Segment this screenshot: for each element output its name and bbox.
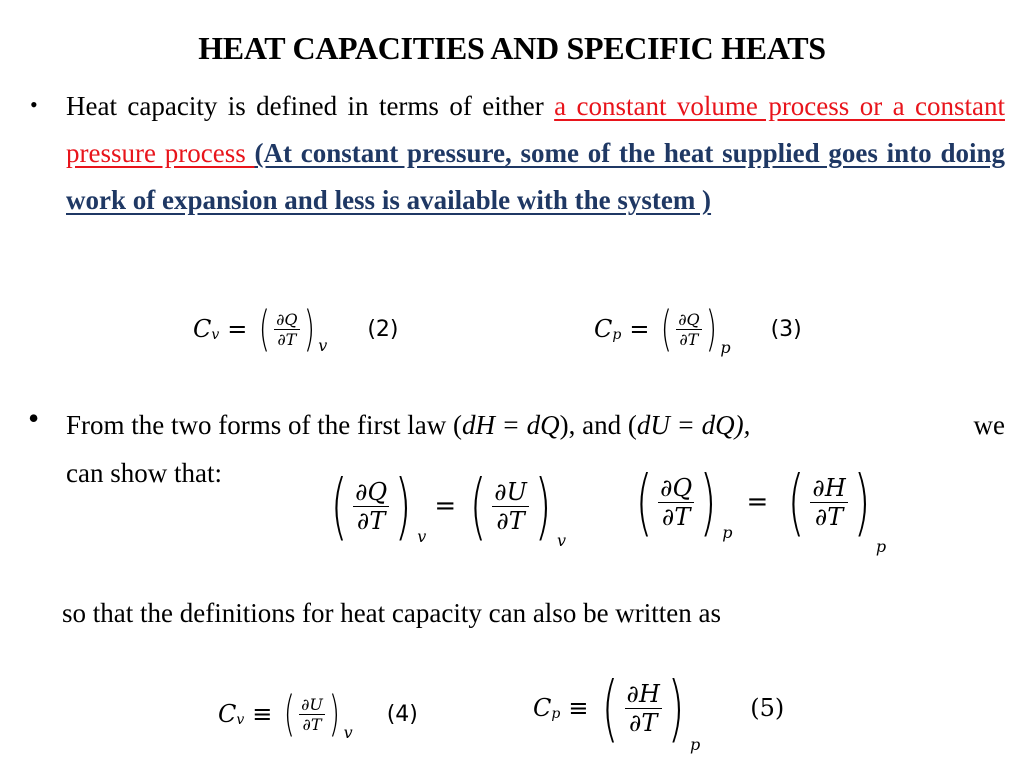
sub: p (875, 536, 887, 556)
denominator: ∂T (629, 708, 658, 737)
eq-sub: p (720, 337, 731, 357)
text: ), and ( (559, 410, 637, 440)
eq-operator: = (434, 491, 457, 521)
left-paren: ( (469, 464, 487, 548)
left-paren: ( (259, 301, 271, 357)
eq-sub: v (318, 335, 328, 355)
fraction (810, 474, 847, 531)
bullet-marker: • (28, 400, 40, 436)
numerator: ∂Q (660, 473, 693, 502)
equation-number: (5) (750, 694, 785, 722)
relation-constant-pressure (630, 460, 887, 556)
eq-lhs: C (193, 315, 212, 343)
eq-lhs-sub: p (551, 706, 561, 722)
denominator: ∂T (661, 502, 691, 531)
eq-operator: = (746, 487, 769, 517)
equation-number: (4) (386, 701, 418, 727)
right-paren: ) (699, 460, 717, 544)
left-paren: ( (661, 301, 673, 357)
denominator: ∂T (277, 329, 297, 349)
numerator: ∂H (812, 473, 846, 502)
fraction (353, 478, 389, 535)
sub: v (417, 526, 427, 546)
eq-operator: = (629, 315, 650, 343)
bullet-marker: • (30, 92, 38, 117)
denominator: ∂T (356, 506, 386, 535)
right-paren: ) (534, 464, 552, 548)
denominator: ∂T (302, 714, 322, 734)
relation-constant-volume (325, 464, 566, 550)
equation-5 (533, 666, 785, 754)
text: we (973, 410, 1005, 440)
left-paren: ( (602, 666, 619, 750)
denominator: ∂T (496, 506, 525, 535)
equation-4 (218, 686, 418, 742)
eq-sub: v (343, 722, 353, 742)
denominator: ∂T (679, 329, 699, 349)
eq-operator: ≡ (568, 694, 589, 722)
left-paren: ( (284, 686, 296, 742)
eq-operator: = (227, 315, 248, 343)
right-paren: ) (853, 460, 871, 544)
fraction (625, 680, 662, 737)
eq-lhs-sub: v (236, 712, 245, 728)
left-paren: ( (787, 460, 805, 544)
right-paren: ) (328, 686, 340, 742)
equation-number: (2) (367, 316, 399, 342)
numerator: ∂U (494, 477, 527, 506)
equation-number: (3) (770, 316, 802, 342)
fraction (658, 474, 694, 531)
slide-title: HEAT CAPACITIES AND SPECIFIC HEATS (198, 30, 826, 66)
constant-pressure-note: (At constant pressure, some of the heat supplied goes into doing work of expansion and less is available with the system ) (66, 138, 1005, 215)
right-paren: ) (705, 301, 717, 357)
fraction (492, 478, 529, 535)
enthalpy-law: dH = dQ (461, 410, 560, 440)
sub: v (556, 530, 566, 550)
eq-lhs: C (533, 694, 552, 722)
eq-sub: p (689, 734, 701, 754)
can-show-that: can show that: (66, 458, 222, 488)
denominator: ∂T (814, 502, 844, 531)
so-that-text: so that the definitions for heat capacity can also be written as (62, 598, 722, 628)
fraction (299, 695, 325, 734)
eq-lhs-sub: p (612, 327, 622, 343)
right-paren: ) (303, 301, 315, 357)
numerator: ∂Q (276, 309, 298, 329)
eq-lhs: C (218, 700, 237, 728)
bullet-heat-capacity-definition (66, 83, 1005, 224)
text: From the two forms of the first law ( (66, 410, 462, 440)
numerator: ∂Q (678, 309, 700, 329)
eq-operator: ≡ (252, 700, 273, 728)
left-paren: ( (330, 464, 348, 548)
numerator: ∂U (301, 694, 323, 714)
left-paren: ( (635, 460, 653, 544)
equation-2 (193, 301, 399, 357)
process-types-highlight: a constant volume process or a constant pressure process (66, 91, 1005, 168)
first-law-line (66, 410, 1005, 441)
right-paren: ) (394, 464, 412, 548)
eq-lhs-sub: v (211, 327, 220, 343)
right-paren: ) (667, 666, 685, 750)
numerator: ∂H (626, 679, 660, 708)
numerator: ∂Q (355, 477, 388, 506)
sub: p (722, 522, 733, 542)
fraction (676, 310, 701, 349)
fraction (274, 310, 299, 349)
internal-energy-law: dU = dQ), (636, 410, 751, 440)
eq-lhs: C (594, 315, 613, 343)
equation-3 (594, 301, 802, 357)
plain-text: Heat capacity is defined in terms of either (66, 91, 555, 121)
